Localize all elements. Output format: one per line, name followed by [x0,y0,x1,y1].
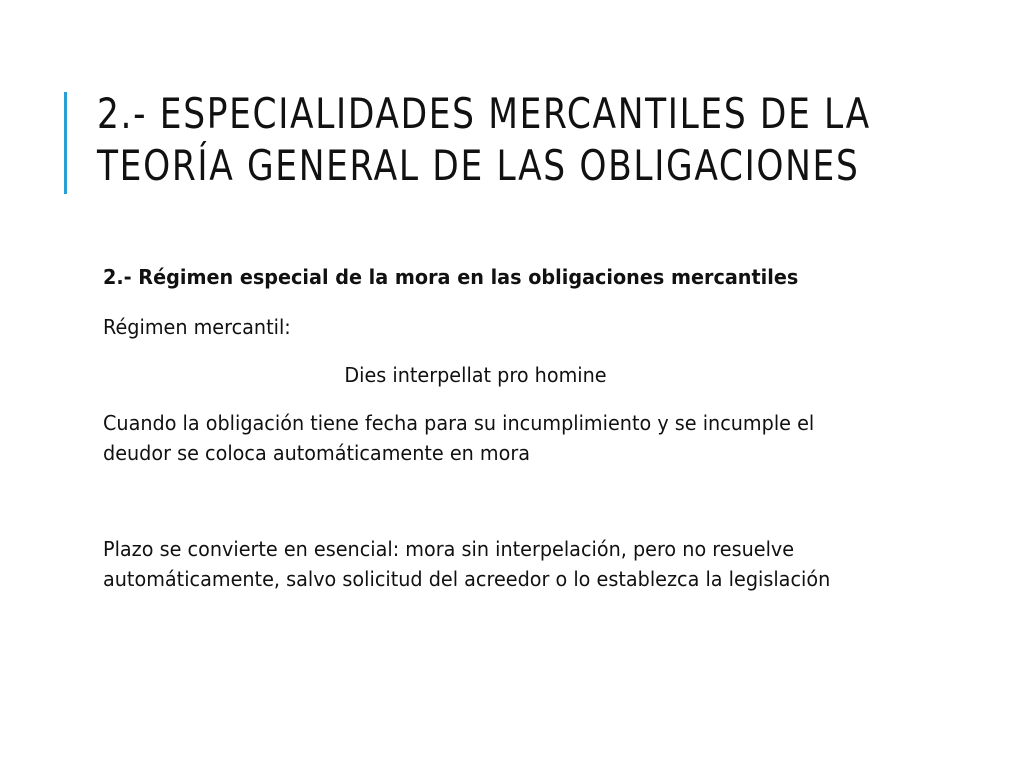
principle-text: Dies interpellat pro homine [344,363,607,387]
slide-title-line-1: 2.- ESPECIALIDADES MERCANTILES DE LA [97,89,871,138]
slide-title [97,88,871,192]
regimen-label: Régimen mercantil: [103,315,291,339]
slide-body [103,262,923,594]
title-accent-bar [64,92,67,194]
slide-title-line-2: TEORÍA GENERAL DE LAS OBLIGACIONES [97,141,860,190]
subheading: 2.- Régimen especial de la mora en las obligaciones mercantiles [103,265,799,289]
paragraph-2: Plazo se convierte en esencial: mora sin interpelación, pero no resuelve automáticamente, salvo solicitud del acreedor o lo establezca la legislación [103,537,831,591]
paragraph-1: Cuando la obligación tiene fecha para su incumplimiento y se incumple el deudor se coloca automáticamente en mora [103,411,815,465]
